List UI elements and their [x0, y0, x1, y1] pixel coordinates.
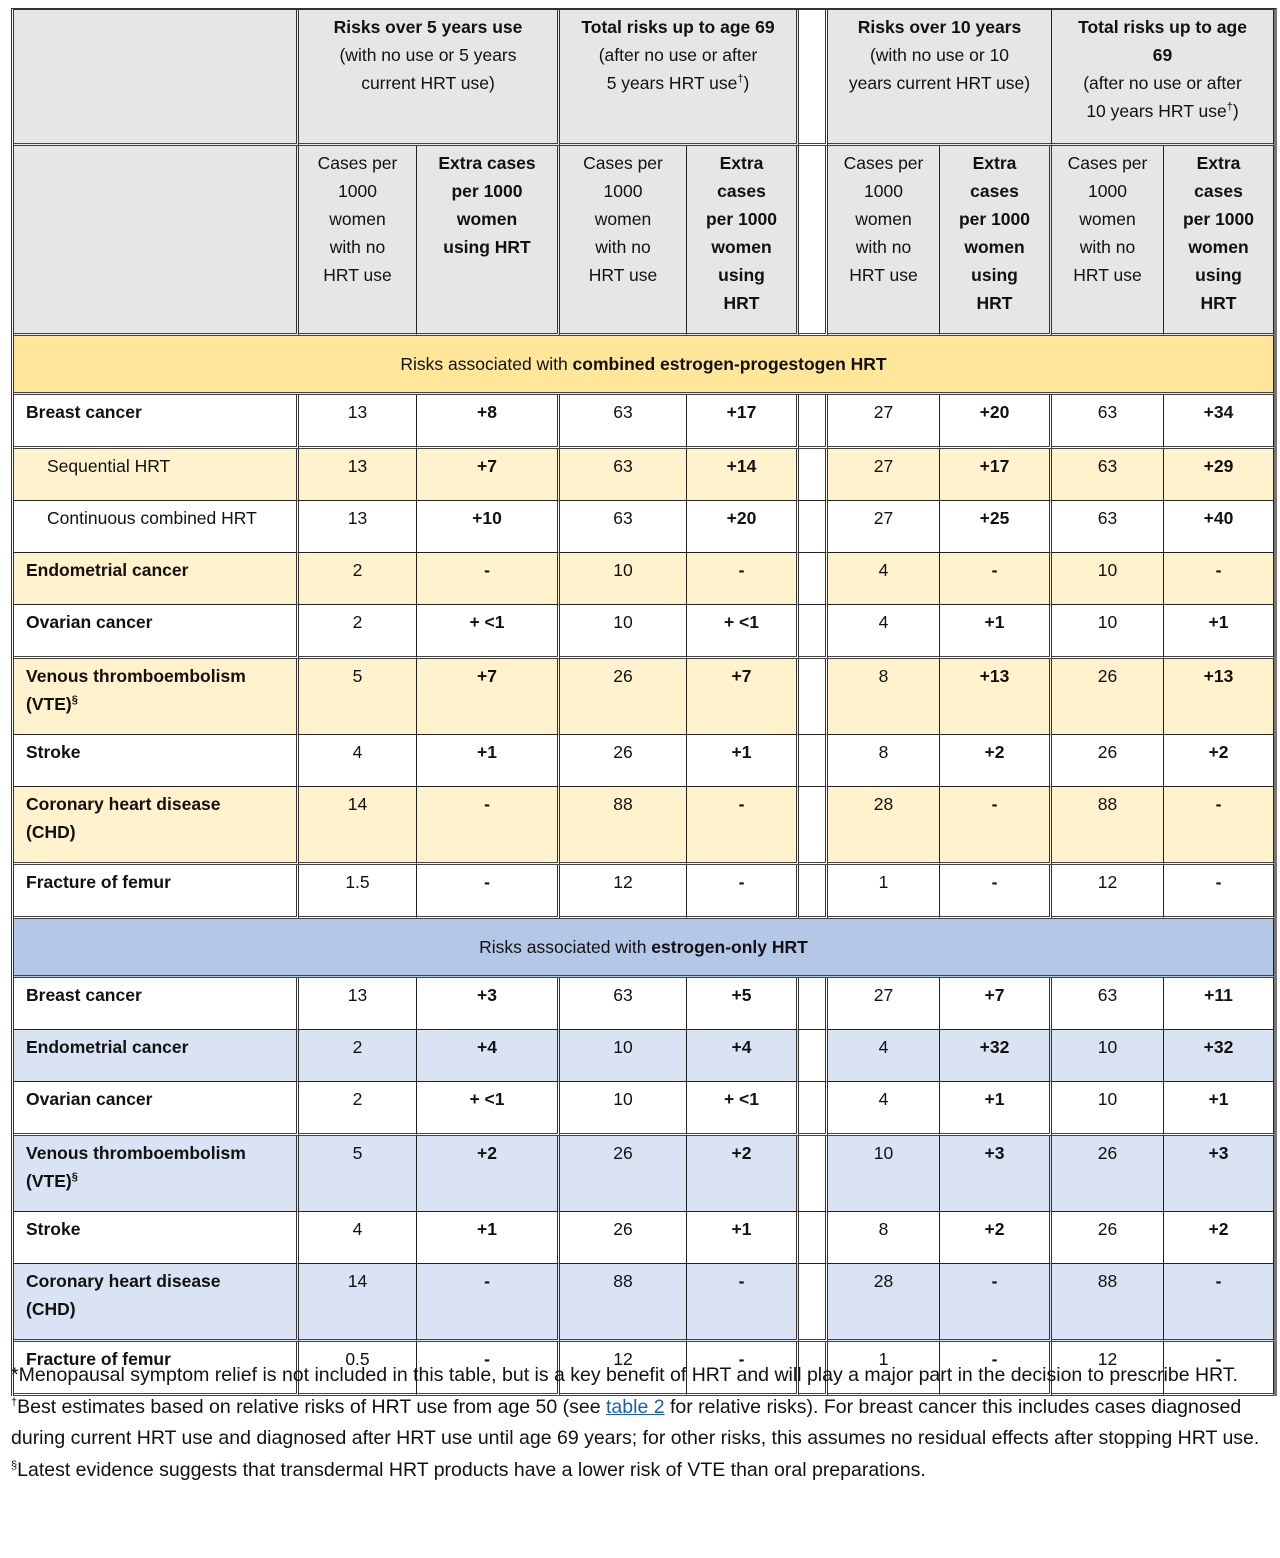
extra-cases-cell: +1	[687, 1212, 799, 1264]
extra-cases-cell: +2	[417, 1136, 560, 1212]
header-group-subtitle: 5 years HRT use	[606, 73, 738, 93]
header-group-subtitle: (after no use or after	[598, 45, 758, 65]
cases-cell: 26	[1052, 659, 1164, 735]
cases-cell: 88	[1052, 1264, 1164, 1342]
extra-cases-cell: +2	[1164, 735, 1274, 787]
table-row	[14, 1030, 1274, 1082]
cases-cell: 4	[828, 1030, 940, 1082]
cases-cell: 13	[299, 501, 417, 553]
section-title-bold: estrogen-only HRT	[651, 937, 808, 957]
row-label-text: Sequential HRT	[47, 456, 171, 476]
column-header-line: Extra	[972, 153, 1017, 173]
extra-cases-cell: +3	[1164, 1136, 1274, 1212]
header-group-5yr	[299, 10, 560, 146]
header-spacer	[799, 146, 828, 336]
spacer-cell	[799, 1030, 828, 1082]
extra-cases-cell: + <1	[687, 605, 799, 659]
extra-cases-cell: -	[687, 787, 799, 865]
column-header-line: Extra	[719, 153, 764, 173]
cases-cell: 8	[828, 735, 940, 787]
table-row	[14, 1212, 1274, 1264]
extra-cases-cell: +7	[940, 978, 1052, 1030]
extra-cases-cell: -	[417, 787, 560, 865]
extra-cases-cell: +1	[1164, 605, 1274, 659]
row-label	[14, 1082, 299, 1136]
extra-cases-cell: +17	[687, 395, 799, 449]
column-header-line: 1000	[864, 181, 903, 201]
column-header-cases	[299, 146, 417, 336]
column-header-line: HRT	[976, 293, 1013, 313]
extra-cases-cell: -	[417, 1264, 560, 1342]
header-spacer	[799, 10, 828, 146]
table-row	[14, 787, 1274, 865]
column-header-line: women	[855, 209, 912, 229]
section-title	[14, 919, 1274, 978]
extra-cases-cell: +32	[940, 1030, 1052, 1082]
row-label	[14, 978, 299, 1030]
row-label-text: Coronary heart disease	[26, 1271, 221, 1291]
extra-cases-cell: +1	[940, 1082, 1052, 1136]
extra-cases-cell: +3	[417, 978, 560, 1030]
column-header-line: women	[594, 209, 652, 229]
extra-cases-cell: +1	[687, 735, 799, 787]
extra-cases-cell: +4	[417, 1030, 560, 1082]
cases-cell: 63	[560, 395, 687, 449]
cases-cell: 1	[828, 865, 940, 919]
row-label	[14, 787, 299, 865]
row-label	[14, 1136, 299, 1212]
column-header-extra-cases	[687, 146, 799, 336]
row-label-text: Coronary heart disease	[26, 794, 221, 814]
extra-cases-cell: +4	[687, 1030, 799, 1082]
column-header-cases	[1052, 146, 1164, 336]
column-header-line: cases	[970, 181, 1019, 201]
table-row	[14, 1264, 1274, 1342]
column-header-line: HRT use	[588, 265, 658, 285]
cases-cell: 2	[299, 553, 417, 605]
row-label-text: Endometrial cancer	[26, 1037, 189, 1057]
column-header-line: women	[456, 209, 518, 229]
spacer-cell	[799, 978, 828, 1030]
cases-cell: 63	[1052, 395, 1164, 449]
column-header-line: per 1000	[958, 209, 1031, 229]
header-group-total-10yr	[1052, 10, 1274, 146]
footnote-asterisk: *Menopausal symptom relief is not included in this table, but is a key benefit of HRT and will play a major part in the decision to prescribe HRT.	[11, 1364, 1238, 1386]
extra-cases-cell: +8	[417, 395, 560, 449]
spacer-cell	[799, 1212, 828, 1264]
footnote-dagger	[11, 1392, 1271, 1455]
section-mark: §	[71, 694, 78, 707]
table-row	[14, 395, 1274, 449]
table-row	[14, 659, 1274, 735]
extra-cases-cell: + <1	[417, 605, 560, 659]
spacer-cell	[799, 395, 828, 449]
column-header-line: using	[718, 265, 765, 285]
table-row	[14, 735, 1274, 787]
extra-cases-cell: +1	[940, 605, 1052, 659]
spacer-cell	[799, 1264, 828, 1342]
extra-cases-cell: -	[1164, 865, 1274, 919]
row-label-abbrev: (CHD)	[26, 822, 76, 842]
cases-cell: 4	[299, 735, 417, 787]
cases-cell: 8	[828, 659, 940, 735]
row-label-text: Ovarian cancer	[26, 1089, 153, 1109]
extra-cases-cell: +5	[687, 978, 799, 1030]
row-label	[14, 659, 299, 735]
column-header-extra-cases	[417, 146, 560, 336]
row-label-text: Breast cancer	[26, 402, 142, 422]
section-header-row	[14, 336, 1274, 395]
column-header-line: women	[329, 209, 386, 229]
cases-cell: 63	[560, 501, 687, 553]
column-header-line: 1000	[1088, 181, 1127, 201]
cases-cell: 13	[299, 449, 417, 501]
extra-cases-cell: +1	[417, 735, 560, 787]
cases-cell: 0.5	[299, 1342, 417, 1396]
row-label	[14, 735, 299, 787]
cases-cell: 63	[1052, 978, 1164, 1030]
column-header-line: HRT use	[849, 265, 918, 285]
section-mark: §	[71, 1171, 78, 1184]
extra-cases-cell: -	[1164, 1264, 1274, 1342]
header-corner	[14, 10, 299, 146]
dagger-mark: †	[11, 1396, 18, 1408]
extra-cases-cell: -	[940, 865, 1052, 919]
column-header-line: Cases per	[843, 153, 924, 173]
row-label	[14, 501, 299, 553]
column-header-line: HRT use	[1073, 265, 1142, 285]
column-header-line: HRT use	[323, 265, 392, 285]
extra-cases-cell: +7	[687, 659, 799, 735]
header-group-title: Risks over 10 years	[857, 17, 1022, 37]
column-header-line: 1000	[338, 181, 377, 201]
footnote-section	[11, 1455, 1271, 1487]
column-header-line: cases	[717, 181, 766, 201]
dagger-mark: †	[1226, 101, 1233, 114]
cases-cell: 10	[1052, 1082, 1164, 1136]
cases-cell: 63	[1052, 449, 1164, 501]
extra-cases-cell: -	[940, 1264, 1052, 1342]
spacer-cell	[799, 787, 828, 865]
spacer-cell	[799, 553, 828, 605]
column-header-line: HRT	[723, 293, 760, 313]
table-row	[14, 865, 1274, 919]
cases-cell: 26	[1052, 1212, 1164, 1264]
column-header-line: Cases per	[317, 153, 398, 173]
cases-cell: 26	[560, 735, 687, 787]
cases-cell: 5	[299, 659, 417, 735]
column-header-line: women	[1079, 209, 1136, 229]
cases-cell: 1	[828, 1342, 940, 1396]
section-title-bold: combined estrogen-progestogen HRT	[572, 354, 887, 374]
cases-cell: 12	[1052, 1342, 1164, 1396]
extra-cases-cell: +34	[1164, 395, 1274, 449]
column-header-line: Extra cases	[438, 153, 536, 173]
row-label	[14, 553, 299, 605]
row-label-abbrev: (VTE)	[26, 1171, 72, 1191]
spacer-cell	[799, 865, 828, 919]
extra-cases-cell: +25	[940, 501, 1052, 553]
column-header-line: 1000	[603, 181, 643, 201]
column-header-cases	[828, 146, 940, 336]
extra-cases-cell: +2	[1164, 1212, 1274, 1264]
cases-cell: 10	[560, 1030, 687, 1082]
column-header-line: with no	[855, 237, 912, 257]
section-title-prefix: Risks associated with	[400, 354, 573, 374]
header-group-subtitle: current HRT use)	[361, 73, 495, 93]
row-label	[14, 605, 299, 659]
extra-cases-cell: +7	[417, 449, 560, 501]
column-header-line: using	[1195, 265, 1242, 285]
extra-cases-cell: +7	[417, 659, 560, 735]
cases-cell: 88	[560, 1264, 687, 1342]
header-group-title: Total risks up to age 69	[581, 17, 775, 37]
row-label-text: Continuous combined HRT	[47, 508, 257, 528]
header-group-title: Risks over 5 years use	[333, 17, 523, 37]
column-header-line: with no	[329, 237, 386, 257]
extra-cases-cell: -	[687, 1264, 799, 1342]
hrt-risk-table	[11, 8, 1277, 1396]
cases-cell: 26	[560, 659, 687, 735]
cases-cell: 8	[828, 1212, 940, 1264]
footnote-text: for relative risks). For breast cancer this includes cases diagnosed during current HRT use and diagnosed after HRT use until age 69 years; for other risks, this assumes no residual effects after stopping HRT use.	[11, 1395, 1260, 1449]
header-group-title: Total risks up to age	[1078, 17, 1247, 37]
spacer-cell	[799, 501, 828, 553]
cases-cell: 12	[560, 1342, 687, 1396]
extra-cases-cell: +40	[1164, 501, 1274, 553]
column-header-line: with no	[595, 237, 651, 257]
extra-cases-cell: +1	[417, 1212, 560, 1264]
column-header-line: using HRT	[443, 237, 531, 257]
close-paren: )	[1232, 101, 1239, 121]
extra-cases-cell: -	[687, 553, 799, 605]
cases-cell: 13	[299, 978, 417, 1030]
header-group-subtitle: years current HRT use)	[848, 73, 1031, 93]
cases-cell: 10	[560, 553, 687, 605]
extra-cases-cell: -	[1164, 787, 1274, 865]
close-paren: )	[743, 73, 750, 93]
extra-cases-cell: +2	[940, 1212, 1052, 1264]
column-header-line: Cases per	[1067, 153, 1148, 173]
spacer-cell	[799, 659, 828, 735]
cases-cell: 1.5	[299, 865, 417, 919]
column-header-line: using	[971, 265, 1018, 285]
cases-cell: 27	[828, 449, 940, 501]
extra-cases-cell: +13	[940, 659, 1052, 735]
row-label	[14, 1030, 299, 1082]
cases-cell: 2	[299, 1030, 417, 1082]
footnote-text: Best estimates based on relative risks of HRT use from age 50 (see	[17, 1395, 607, 1418]
table-row	[14, 553, 1274, 605]
extra-cases-cell: -	[940, 553, 1052, 605]
extra-cases-cell: + <1	[687, 1082, 799, 1136]
row-label-text: Stroke	[26, 742, 81, 762]
cases-cell: 10	[828, 1136, 940, 1212]
column-header-line: cases	[1194, 181, 1243, 201]
header-row-columns	[14, 146, 1274, 336]
row-label-text: Venous thromboembolism	[26, 1143, 246, 1163]
cases-cell: 5	[299, 1136, 417, 1212]
column-header-line: HRT	[1200, 293, 1237, 313]
column-header-line: women	[964, 237, 1025, 257]
row-label	[14, 395, 299, 449]
footnote-text: Latest evidence suggests that transdermal HRT products have a lower risk of VTE than oral preparations.	[17, 1458, 926, 1481]
cases-cell: 26	[1052, 1136, 1164, 1212]
row-label	[14, 1264, 299, 1342]
column-header-line: per 1000	[705, 209, 778, 229]
column-header-line: per 1000	[1182, 209, 1255, 229]
cases-cell: 63	[560, 978, 687, 1030]
table-row	[14, 501, 1274, 553]
section-header-row	[14, 919, 1274, 978]
cases-cell: 12	[1052, 865, 1164, 919]
extra-cases-cell: +10	[417, 501, 560, 553]
row-label-abbrev: (CHD)	[26, 1299, 76, 1319]
extra-cases-cell: -	[940, 787, 1052, 865]
extra-cases-cell: +11	[1164, 978, 1274, 1030]
column-header-line: with no	[1079, 237, 1136, 257]
row-label-text: Venous thromboembolism	[26, 666, 246, 686]
cases-cell: 4	[828, 605, 940, 659]
extra-cases-cell: +29	[1164, 449, 1274, 501]
extra-cases-cell: +17	[940, 449, 1052, 501]
header-group-title: 69	[1152, 45, 1173, 65]
header-group-subtitle: 10 years HRT use	[1086, 101, 1227, 121]
extra-cases-cell: +1	[1164, 1082, 1274, 1136]
table-row	[14, 978, 1274, 1030]
row-label	[14, 1212, 299, 1264]
extra-cases-cell: +14	[687, 449, 799, 501]
cases-cell: 4	[828, 1082, 940, 1136]
row-label	[14, 449, 299, 501]
extra-cases-cell: -	[687, 865, 799, 919]
extra-cases-cell: -	[1164, 1342, 1274, 1396]
cases-cell: 28	[828, 1264, 940, 1342]
extra-cases-cell: -	[417, 1342, 560, 1396]
footnotes	[11, 1360, 1271, 1486]
extra-cases-cell: +13	[1164, 659, 1274, 735]
dagger-mark: †	[737, 73, 744, 86]
spacer-cell	[799, 449, 828, 501]
column-header-line: Extra	[1196, 153, 1241, 173]
cases-cell: 26	[1052, 735, 1164, 787]
cases-cell: 4	[299, 1212, 417, 1264]
row-label	[14, 865, 299, 919]
cases-cell: 12	[560, 865, 687, 919]
row-label-text: Endometrial cancer	[26, 560, 189, 580]
table-row	[14, 1136, 1274, 1212]
cases-cell: 27	[828, 978, 940, 1030]
extra-cases-cell: -	[417, 865, 560, 919]
header-group-total-5yr	[560, 10, 799, 146]
cases-cell: 2	[299, 1082, 417, 1136]
cases-cell: 2	[299, 605, 417, 659]
cases-cell: 28	[828, 787, 940, 865]
spacer-cell	[799, 1136, 828, 1212]
cases-cell: 10	[1052, 1030, 1164, 1082]
cases-cell: 27	[828, 395, 940, 449]
cases-cell: 10	[1052, 553, 1164, 605]
header-row-groups	[14, 10, 1274, 146]
extra-cases-cell: -	[940, 1342, 1052, 1396]
cases-cell: 14	[299, 787, 417, 865]
cases-cell: 27	[828, 501, 940, 553]
table-row	[14, 449, 1274, 501]
extra-cases-cell: +32	[1164, 1030, 1274, 1082]
cases-cell: 10	[560, 1082, 687, 1136]
cases-cell: 14	[299, 1264, 417, 1342]
cases-cell: 63	[560, 449, 687, 501]
header-group-subtitle: (after no use or after	[1083, 73, 1242, 93]
table-row	[14, 605, 1274, 659]
column-header-extra-cases	[1164, 146, 1274, 336]
cases-cell: 4	[828, 553, 940, 605]
spacer-cell	[799, 1082, 828, 1136]
header-corner	[14, 146, 299, 336]
section-title-prefix: Risks associated with	[479, 937, 652, 957]
cases-cell: 10	[560, 605, 687, 659]
extra-cases-cell: -	[417, 553, 560, 605]
row-label-text: Fracture of femur	[26, 872, 171, 892]
extra-cases-cell: + <1	[417, 1082, 560, 1136]
header-group-subtitle: (with no use or 10	[869, 45, 1010, 65]
column-header-extra-cases	[940, 146, 1052, 336]
header-group-subtitle: (with no use or 5 years	[339, 45, 517, 65]
row-label-text: Stroke	[26, 1219, 81, 1239]
extra-cases-cell: +3	[940, 1136, 1052, 1212]
cases-cell: 26	[560, 1212, 687, 1264]
extra-cases-cell: +20	[687, 501, 799, 553]
row-label-text: Fracture of femur	[26, 1349, 171, 1369]
extra-cases-cell: +2	[687, 1136, 799, 1212]
spacer-cell	[799, 605, 828, 659]
cases-cell: 13	[299, 395, 417, 449]
cases-cell: 10	[1052, 605, 1164, 659]
cases-cell: 88	[560, 787, 687, 865]
column-header-cases	[560, 146, 687, 336]
extra-cases-cell: -	[687, 1342, 799, 1396]
column-header-line: per 1000	[451, 181, 523, 201]
column-header-line: Cases per	[583, 153, 663, 173]
table-2-link[interactable]: table 2	[606, 1395, 665, 1418]
row-label-text: Ovarian cancer	[26, 612, 153, 632]
header-group-10yr	[828, 10, 1052, 146]
cases-cell: 26	[560, 1136, 687, 1212]
column-header-line: women	[711, 237, 772, 257]
row-label-text: Breast cancer	[26, 985, 142, 1005]
spacer-cell	[799, 735, 828, 787]
cases-cell: 63	[1052, 501, 1164, 553]
extra-cases-cell: +20	[940, 395, 1052, 449]
extra-cases-cell: -	[1164, 553, 1274, 605]
column-header-line: women	[1188, 237, 1249, 257]
section-title	[14, 336, 1274, 395]
table-row	[14, 1082, 1274, 1136]
extra-cases-cell: +2	[940, 735, 1052, 787]
cases-cell: 88	[1052, 787, 1164, 865]
row-label-abbrev: (VTE)	[26, 694, 72, 714]
section-mark: §	[11, 1459, 18, 1471]
